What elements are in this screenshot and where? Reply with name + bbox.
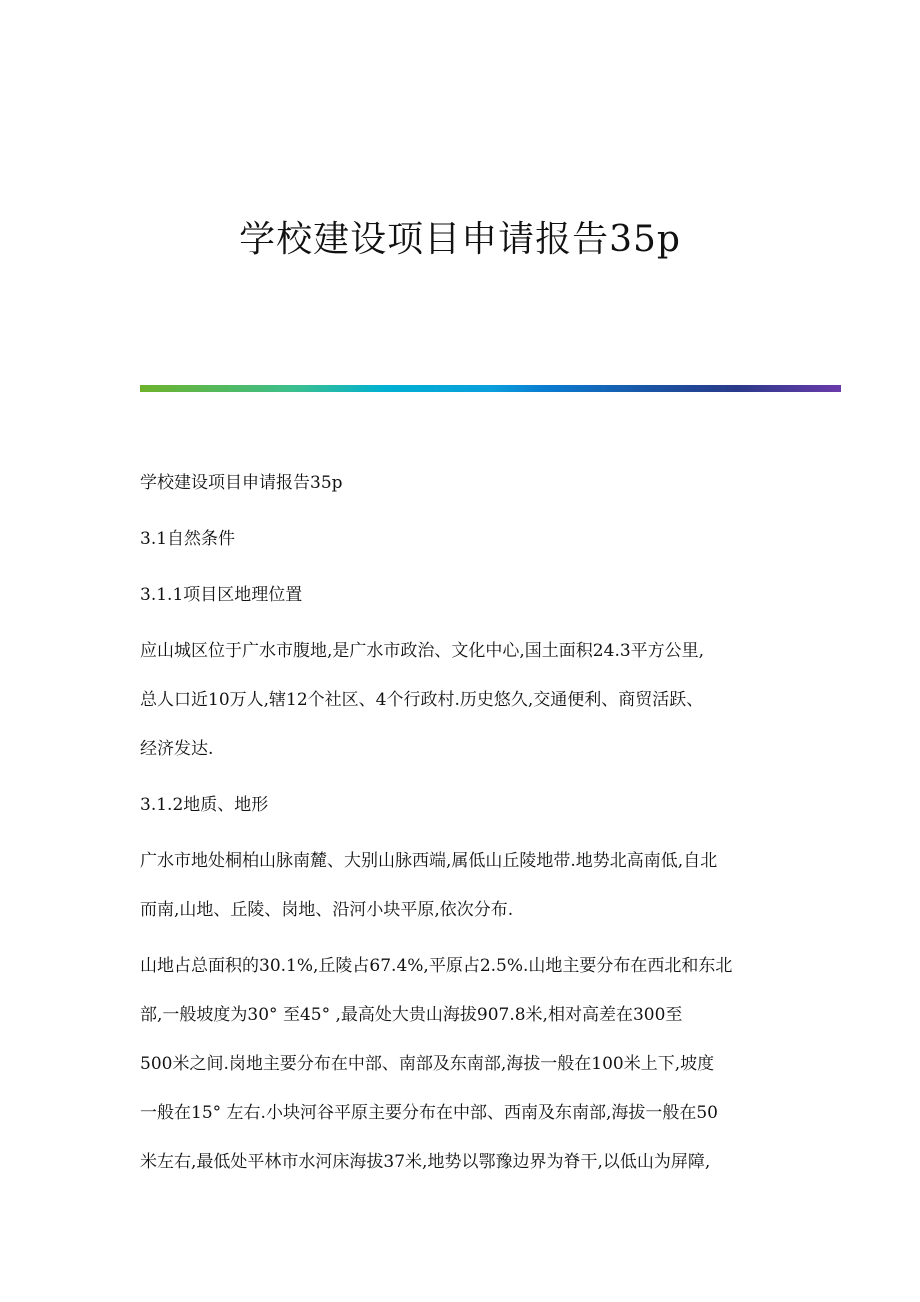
document-title: 学校建设项目申请报告35p — [239, 219, 681, 260]
text-line: 500米之间.岗地主要分布在中部、南部及东南部,海拔一般在100米上下,坡度 — [140, 1054, 715, 1074]
paragraph — [140, 942, 840, 1187]
paragraph — [140, 515, 840, 564]
text-line: 米左右,最低处平林市水河床海拔37米,地势以鄂豫边界为脊干,以低山为屏障, — [140, 1152, 711, 1172]
text-line: 学校建设项目申请报告35p — [140, 473, 343, 493]
paragraph — [140, 837, 840, 935]
text-line: 山地占总面积的30.1%,丘陵占67.4%,平原占2.5%.山地主要分布在西北和东北 — [140, 956, 733, 976]
gradient-divider — [140, 385, 841, 392]
text-line: 广水市地处桐柏山脉南麓、大别山脉西端,属低山丘陵地带.地势北高南低,自北 — [140, 851, 718, 871]
text-line: 3.1自然条件 — [140, 529, 236, 549]
paragraph — [140, 459, 840, 508]
paragraph — [140, 627, 840, 774]
text-line: 3.1.2地质、地形 — [140, 795, 269, 815]
text-line: 总人口近10万人,辖12个社区、4个行政村.历史悠久,交通便利、商贸活跃、 — [140, 690, 704, 710]
text-line: 应山城区位于广水市腹地,是广水市政治、文化中心,国土面积24.3平方公里, — [140, 641, 705, 661]
paragraph — [140, 571, 840, 620]
text-line: 而南,山地、丘陵、岗地、沿河小块平原,依次分布. — [140, 900, 514, 920]
text-line: 3.1.1项目区地理位置 — [140, 585, 303, 605]
text-line: 部,一般坡度为30° 至45° ,最高处大贵山海拔907.8米,相对高差在300至 — [140, 1005, 683, 1025]
paragraph — [140, 781, 840, 830]
text-line: 一般在15° 左右.小块河谷平原主要分布在中部、西南及东南部,海拔一般在50 — [140, 1103, 718, 1123]
text-line: 经济发达. — [140, 739, 214, 759]
document-body — [140, 459, 840, 1194]
